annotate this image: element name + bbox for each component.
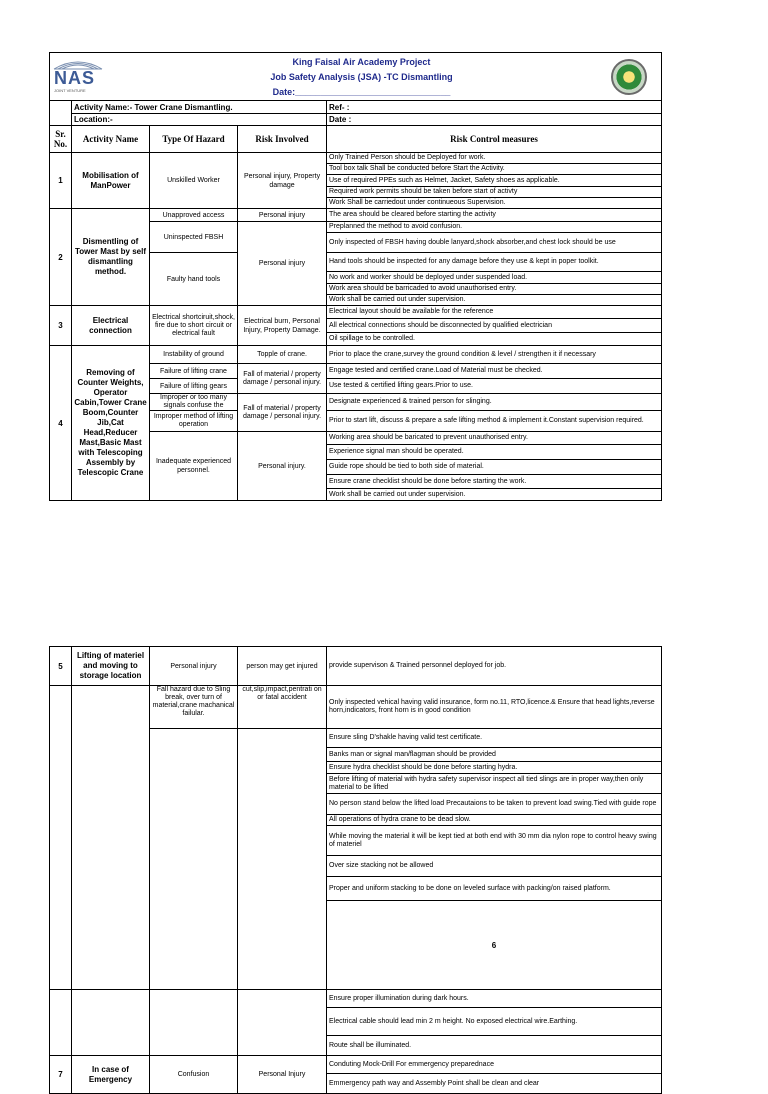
control-measure: Use of required PPEs such as Helmet, Jacket, Safety shoes as applicable. — [327, 175, 662, 187]
jsa-sheet-page-1 — [49, 52, 661, 501]
project-title: King Faisal Air Academy Project — [292, 57, 431, 67]
activity-name: Dismentling of Tower Mast by self dismantling method. — [72, 209, 150, 306]
control-measure: Hand tools should be inspected for any damage before they use & kept in poper toolkit. — [327, 253, 662, 272]
risk: Personal injury. — [238, 432, 327, 501]
control-measure: Guide rope should be tied to both side of material. — [327, 460, 662, 475]
col-sr-no: Sr. No. — [50, 126, 72, 153]
hazard: Faulty hand tools — [150, 253, 238, 306]
hazard: Failure of lifting gears — [150, 379, 238, 394]
control-measure: Only inspected of FBSH having double lanyard,shock absorber,and chest lock should be use — [327, 233, 662, 253]
control-measure: Route shall be illuminated. — [327, 1036, 662, 1056]
control-measure: Electrical cable should lead min 2 m height. No exposed electrical wire.Earthing. — [327, 1008, 662, 1036]
control-measure: The area should be cleared before starting the activity — [327, 209, 662, 222]
control-measure: Only Trained Person should be Deployed for work. — [327, 153, 662, 164]
logo-subtext: JOINT VENTURE — [54, 87, 86, 93]
control-measure: While moving the material it will be kept tied at both end with 30 mm dia nylon rope to control heavy swing of materiel — [327, 826, 662, 856]
table-row — [50, 209, 662, 222]
col-risk-control: Risk Control measures — [327, 126, 662, 153]
control-measure: Work area should be barricaded to avoid unauthorised entry. — [327, 284, 662, 295]
hazard: Failure of lifting crane — [150, 364, 238, 379]
control-measure: Over size stacking not be allowed — [327, 856, 662, 877]
table-row — [50, 306, 662, 319]
control-measure: Oil spillage to be controlled. — [327, 333, 662, 346]
title-block — [150, 53, 453, 101]
activity-name: Removing of Counter Weights, Operator Cabin,Tower Crane Boom,Counter Jib,Cat Head,Reducer Mast,Basic Mast with Telescoping Assembly by Telescopic Crane — [72, 346, 150, 501]
control-measure: Electrical layout should be available for the reference — [327, 306, 662, 319]
control-measure: Before lifting of material with hydra safety supervisor inspect all tied slings are in proper way,then only material to be lifted — [327, 774, 662, 794]
col-type-of-hazard: Type Of Hazard — [150, 126, 238, 153]
table-row — [50, 1056, 662, 1074]
control-measure: Ensure sling D'shakle having valid test certificate. — [327, 729, 662, 748]
activity-name: In case of Emergency — [72, 1056, 150, 1094]
hazard: Confusion — [150, 1056, 238, 1094]
activity-name: Electrical connection — [72, 306, 150, 346]
risk: person may get injured — [238, 647, 327, 686]
jsa-title: Job Safety Analysis (JSA) -TC Dismantling — [270, 72, 453, 82]
control-measure: Ensure hydra checklist should be done before starting hydra. — [327, 762, 662, 774]
control-measure: Experience signal man should be operated. — [327, 445, 662, 460]
sr-no: 3 — [50, 306, 72, 346]
control-measure: No work and worker should be deployed under suspended load. — [327, 272, 662, 284]
control-measure: Preplanned the method to avoid confusion. — [327, 222, 662, 233]
jsa-table-1 — [49, 52, 662, 501]
ref-label: Ref- : — [327, 101, 662, 114]
col-activity-name: Activity Name — [72, 126, 150, 153]
risk: Fall of material / property damage / personal injury. — [238, 394, 327, 432]
sr-no: 1 — [50, 153, 72, 209]
jsa-sheet-page-2 — [49, 646, 661, 1094]
control-measure: Conduting Mock-Drill For emmergency preparednace — [327, 1056, 662, 1074]
control-measure: Work shall be carried out under supervision. — [327, 489, 662, 501]
hazard: Instability of ground — [150, 346, 238, 364]
date-label: Date : — [327, 114, 662, 126]
table-row — [50, 346, 662, 364]
control-measure: Designate experienced & trained person for slinging. — [327, 394, 662, 411]
hazard: Inadequate experienced personnel. — [150, 432, 238, 501]
risk: Personal Injury — [238, 1056, 327, 1094]
control-measure: Use tested & certified lifting gears.Prior to use. — [327, 379, 662, 394]
control-measure: Prior to place the crane,survey the ground condition & level / strengthen it if necessary — [327, 346, 662, 364]
sr-no: 6 — [327, 901, 662, 990]
column-header-row — [50, 126, 662, 153]
sr-no: 5 — [50, 647, 72, 686]
sr-no: 7 — [50, 1056, 72, 1094]
logo-text: NAS — [54, 67, 96, 88]
location-label: Location:- — [72, 114, 327, 126]
activity-name: Mobilisation of ManPower — [72, 153, 150, 209]
hazard: Improper or too many signals confuse the — [150, 394, 238, 411]
control-measure: Work Shall be carriedout under continueous Supervision. — [327, 198, 662, 209]
control-measure: Prior to start lift, discuss & prepare a safe lifting method & implement it.Constant supervision required. — [327, 411, 662, 432]
activity-name: Lifting of materiel and moving to storage location — [72, 647, 150, 686]
risk: cut,slip,impact,pentrati on or fatal accident — [238, 686, 327, 729]
control-measure: Emmergency path way and Assembly Point shall be clean and clear — [327, 1074, 662, 1094]
hazard: Unapproved access — [150, 209, 238, 222]
table-row — [50, 647, 662, 686]
hazard: Fall hazard due to Sling break, over turn of material,crane machanical failular. — [150, 686, 238, 729]
col-risk-involved: Risk Involved — [238, 126, 327, 153]
risk: Personal injury — [238, 209, 327, 222]
control-measure: Engage tested and certified crane.Load of Material must be checked. — [327, 364, 662, 379]
control-measure: Ensure crane checklist should be done before starting the work. — [327, 475, 662, 489]
date-line: Date:_______________________________ — [272, 87, 451, 97]
risk: Electrical burn, Personal Injury, Property Damage. — [238, 306, 327, 346]
control-measure: Banks man or signal man/flagman should be provided — [327, 748, 662, 762]
control-measure: Tool box talk Shall be conducted before Start the Activity. — [327, 164, 662, 175]
jsa-table-2 — [49, 646, 662, 1094]
risk: Personal injury — [238, 222, 327, 306]
risk: Fall of material / property damage / personal injury. — [238, 364, 327, 394]
logo-cell — [50, 53, 150, 101]
control-measure: provide supervison & Trained personnel deployed for job. — [327, 647, 662, 686]
control-measure: No person stand below the lifted load Precautaions to be taken to prevent load swing.Tied with guide rope — [327, 794, 662, 815]
academy-emblem-icon — [611, 59, 647, 95]
hazard: Unskilled Worker — [150, 153, 238, 209]
table-row — [50, 990, 662, 1008]
table-row — [50, 686, 662, 729]
hazard: Improper method of lifting operation — [150, 411, 238, 432]
risk: Topple of crane. — [238, 346, 327, 364]
sr-no: 4 — [50, 346, 72, 501]
control-measure: Required work permits should be taken before start of activty — [327, 187, 662, 198]
hazard: Electrical shortciruit,shock, fire due to short circuit or electrical fault — [150, 306, 238, 346]
title-row — [50, 53, 662, 101]
hazard: Personal injury — [150, 647, 238, 686]
control-measure: All operations of hydra crane to be dead slow. — [327, 815, 662, 826]
hazard: Uninspected FBSH — [150, 222, 238, 253]
nas-logo — [52, 55, 148, 99]
sr-no: 2 — [50, 209, 72, 306]
control-measure: Working area should be baricated to prevent unauthorised entry. — [327, 432, 662, 445]
control-measure: Ensure proper illumination during dark hours. — [327, 990, 662, 1008]
control-measure: Proper and uniform stacking to be done on leveled surface with packing/on raised platform. — [327, 877, 662, 901]
table-row — [50, 153, 662, 164]
control-measure: Only inspected vehical having valid insurance, form no.11, RTO,licence.& Ensure that head lights,reverse horn,indicators, front horn is in good condition — [327, 686, 662, 729]
control-measure: Work shall be carried out under supervision. — [327, 295, 662, 306]
activity-name-label: Activity Name:- Tower Crane Dismantling. — [72, 101, 327, 114]
control-measure: All electrical connections should be disconnected by qualified electrician — [327, 319, 662, 333]
risk: Personal injury, Property damage — [238, 153, 327, 209]
